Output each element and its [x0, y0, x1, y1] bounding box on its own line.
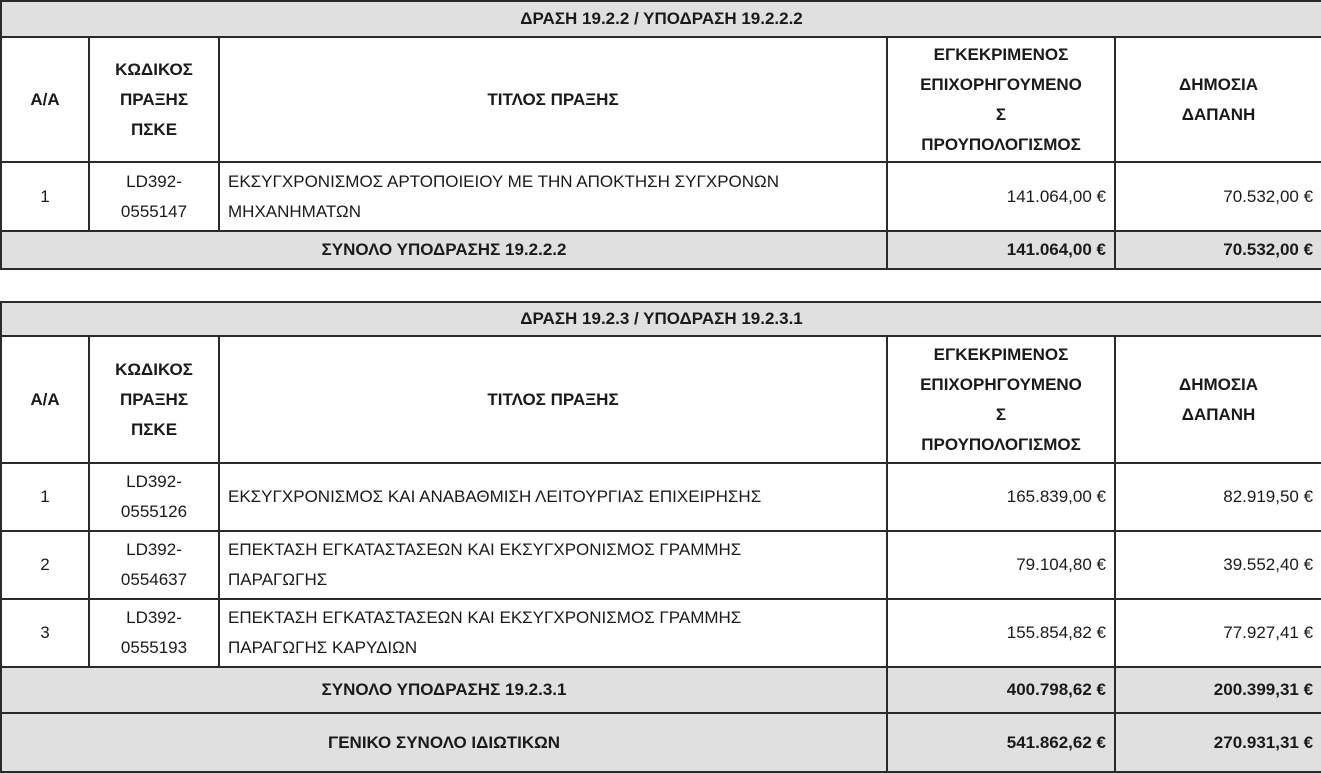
subtotal-row	[1, 667, 1321, 713]
cell-budget: 165.839,00 €	[887, 463, 1115, 531]
header-line: ΠΡΟΥΠΟΛΟΓΙΣΜΟΣ	[921, 434, 1081, 454]
header-line: ΔΗΜΟΣΙΑ	[1178, 74, 1259, 94]
cell-line: 0555147	[120, 201, 188, 221]
cell-line: ΕΠΕΚΤΑΣΗ ΕΓΚΑΤΑΣΤΑΣΕΩΝ ΚΑΙ ΕΚΣΥΓΧΡΟΝΙΣΜΟΣ ΓΡΑΜΜΗΣ	[228, 540, 742, 559]
header-line: ΠΡΟΥΠΟΛΟΓΙΣΜΟΣ	[921, 134, 1081, 154]
cell-line: LD392-	[126, 472, 182, 491]
header-line: ΚΩΔΙΚΟΣ	[115, 359, 193, 379]
cell-line: ΕΚΣΥΓΧΡΟΝΙΣΜΟΣ ΑΡΤΟΠΟΙΕΙΟΥ ΜΕ ΤΗΝ ΑΠΟΚΤΗΣΗ ΣΥΓΧΡΟΝΩΝ	[228, 171, 780, 191]
header-line: ΔΑΠΑΝΗ	[1181, 104, 1256, 124]
col-header-aa: Α/Α	[1, 336, 89, 463]
col-header-title: ΤΙΤΛΟΣ ΠΡΑΞΗΣ	[219, 37, 887, 162]
cell-aa: 2	[1, 531, 89, 599]
cell-budget: 155.854,82 €	[887, 599, 1115, 667]
cell-line: 0555126	[120, 502, 188, 521]
cell-public: 77.927,41 €	[1115, 599, 1321, 667]
cell-line: ΕΚΣΥΓΧΡΟΝΙΣΜΟΣ ΚΑΙ ΑΝΑΒΑΘΜΙΣΗ ΛΕΙΤΟΥΡΓΙΑΣ ΕΠΙΧΕΙΡΗΣΗΣ	[228, 487, 762, 506]
cell-aa: 1	[1, 463, 89, 531]
cell-line: 0554637	[120, 570, 188, 589]
grand-total-row	[1, 713, 1321, 772]
subtotal-public: 70.532,00 €	[1115, 231, 1321, 269]
cell-aa: 1	[1, 162, 89, 231]
subtotal-label: ΣΥΝΟΛΟ ΥΠΟΔΡΑΣΗΣ 19.2.2.2	[1, 231, 887, 269]
grand-total-budget: 541.862,62 €	[887, 713, 1115, 772]
cell-budget: 79.104,80 €	[887, 531, 1115, 599]
header-line: ΔΗΜΟΣΙΑ	[1178, 374, 1259, 394]
subtotal-budget: 141.064,00 €	[887, 231, 1115, 269]
cell-line: ΠΑΡΑΓΩΓΗΣ ΚΑΡΥΔΙΩΝ	[228, 638, 418, 657]
subtotal-public: 200.399,31 €	[1115, 667, 1321, 713]
cell-code	[89, 463, 219, 531]
cell-title	[219, 463, 887, 531]
subtotal-label: ΣΥΝΟΛΟ ΥΠΟΔΡΑΣΗΣ 19.2.3.1	[1, 667, 887, 713]
header-line: ΠΣΚΕ	[130, 419, 178, 439]
col-header-title: ΤΙΤΛΟΣ ΠΡΑΞΗΣ	[219, 336, 887, 463]
table-row	[1, 463, 1321, 531]
cell-code	[89, 162, 219, 231]
col-header-aa: Α/Α	[1, 37, 89, 162]
subtotal-budget: 400.798,62 €	[887, 667, 1115, 713]
cell-code	[89, 531, 219, 599]
col-header-public	[1115, 37, 1321, 162]
subaction-table-19-2-2-2	[0, 0, 1321, 270]
cell-public: 39.552,40 €	[1115, 531, 1321, 599]
header-line: Σ	[995, 404, 1007, 424]
cell-code	[89, 599, 219, 667]
subaction-table-19-2-3-1	[0, 301, 1321, 773]
cell-line: LD392-	[126, 608, 182, 627]
section-title: ΔΡΑΣΗ 19.2.3 / ΥΠΟΔΡΑΣΗ 19.2.3.1	[1, 302, 1321, 336]
cell-line: LD392-	[126, 540, 182, 559]
cell-public: 82.919,50 €	[1115, 463, 1321, 531]
col-header-code	[89, 37, 219, 162]
table-row	[1, 531, 1321, 599]
header-line: ΕΓΚΕΚΡΙΜΕΝΟΣ	[933, 44, 1069, 64]
cell-budget: 141.064,00 €	[887, 162, 1115, 231]
table-row	[1, 162, 1321, 231]
col-header-budget	[887, 336, 1115, 463]
col-header-budget	[887, 37, 1115, 162]
cell-line: 0555193	[120, 638, 188, 657]
cell-title	[219, 599, 887, 667]
grand-total-public: 270.931,31 €	[1115, 713, 1321, 772]
header-line: ΠΡΑΞΗΣ	[119, 89, 189, 109]
cell-aa: 3	[1, 599, 89, 667]
header-line: ΠΣΚΕ	[130, 119, 178, 139]
cell-title	[219, 162, 887, 231]
cell-line: ΕΠΕΚΤΑΣΗ ΕΓΚΑΤΑΣΤΑΣΕΩΝ ΚΑΙ ΕΚΣΥΓΧΡΟΝΙΣΜΟΣ ΓΡΑΜΜΗΣ	[228, 608, 742, 627]
cell-public: 70.532,00 €	[1115, 162, 1321, 231]
table-row	[1, 599, 1321, 667]
cell-line: LD392-	[126, 171, 182, 191]
subtotal-row	[1, 231, 1321, 269]
col-header-code	[89, 336, 219, 463]
cell-line: ΜΗΧΑΝΗΜΑΤΩΝ	[228, 201, 361, 221]
cell-title	[219, 531, 887, 599]
header-line: ΕΓΚΕΚΡΙΜΕΝΟΣ	[933, 344, 1069, 364]
header-line: ΔΑΠΑΝΗ	[1181, 404, 1256, 424]
section-title: ΔΡΑΣΗ 19.2.2 / ΥΠΟΔΡΑΣΗ 19.2.2.2	[1, 1, 1321, 37]
header-line: ΠΡΑΞΗΣ	[119, 389, 189, 409]
header-line: Σ	[995, 104, 1007, 124]
grand-total-label: ΓΕΝΙΚΟ ΣΥΝΟΛΟ ΙΔΙΩΤΙΚΩΝ	[1, 713, 887, 772]
cell-line: ΠΑΡΑΓΩΓΗΣ	[228, 570, 328, 589]
header-line: ΕΠΙΧΟΡΗΓΟΥΜΕΝΟ	[920, 74, 1082, 94]
header-line: ΚΩΔΙΚΟΣ	[115, 59, 193, 79]
header-line: ΕΠΙΧΟΡΗΓΟΥΜΕΝΟ	[920, 374, 1082, 394]
col-header-public	[1115, 336, 1321, 463]
